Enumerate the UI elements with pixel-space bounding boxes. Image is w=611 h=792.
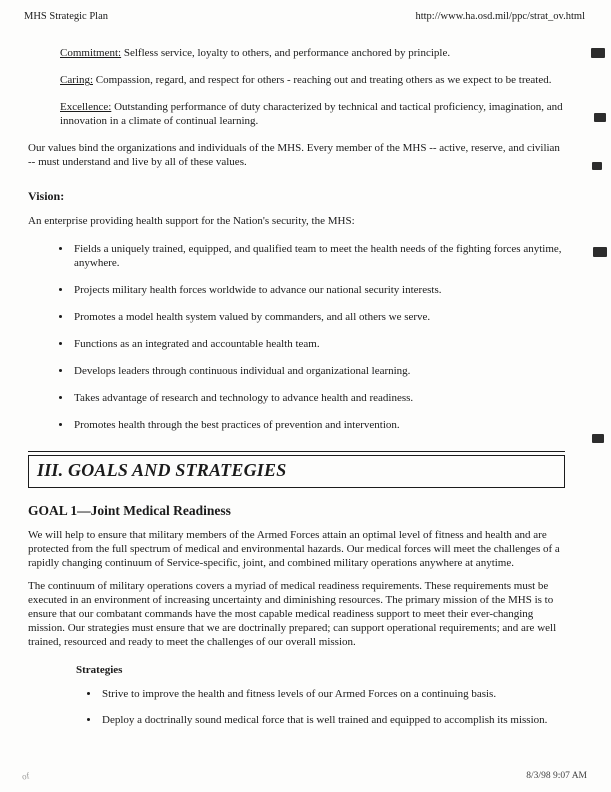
list-item: • Functions as an integrated and accountable health team. <box>72 338 565 352</box>
footer-page-mark: of <box>21 770 31 782</box>
vision-bullet-list <box>28 243 565 433</box>
values-summary: Our values bind the organizations and individuals of the MHS. Every member of the MHS -- active, reserve, and civilian -- must understand and live by all of these values. <box>28 142 560 169</box>
value-text: Compassion, regard, and respect for others - reaching out and treating others as we expect to be treated. <box>95 74 552 87</box>
goal1-heading: GOAL 1—Joint Medical Readiness <box>28 502 231 518</box>
value-item-caring <box>60 74 565 88</box>
list-item: • Deploy a doctrinally sound medical force that is well trained and equipped to accomplish its mission. <box>100 714 565 728</box>
value-item-commitment <box>60 47 565 61</box>
value-text: Outstanding performance of duty characterized by technical and tactical proficiency, imagination, and innovation in a climate of continual learning. <box>60 101 563 128</box>
goal1-paragraph: We will help to ensure that military members of the Armed Forces attain an optimal level of fitness and health and are protected from the full spectrum of medical and environmental hazards. Our medical forces will meet the challenges of a rapidly changing continuum of Service-specific, joint, and combined military operations anywhere at anytime. <box>28 529 560 570</box>
scan-artifact <box>593 247 607 257</box>
document-title: MHS Strategic Plan <box>24 11 108 22</box>
section-heading-box <box>28 455 565 488</box>
list-item: • Promotes a model health system valued by commanders, and all others we serve. <box>72 311 565 325</box>
strategies-bullet-list <box>28 688 565 728</box>
document-url: http://www.ha.osd.mil/ppc/strat_ov.html <box>415 11 585 22</box>
list-item: • Projects military health forces worldwide to advance our national security interests. <box>72 284 565 298</box>
value-text: Selfless service, loyalty to others, and performance anchored by principle. <box>123 47 451 60</box>
vision-heading: Vision: <box>28 189 65 204</box>
list-item: • Promotes health through the best practices of prevention and intervention. <box>72 419 565 433</box>
print-header <box>0 0 611 23</box>
scan-artifact <box>594 113 606 122</box>
scan-artifact <box>592 434 604 443</box>
list-item: • Develops leaders through continuous individual and organizational learning. <box>72 365 565 379</box>
section-title: III. GOALS AND STRATEGIES <box>37 460 287 481</box>
value-item-excellence <box>60 101 565 129</box>
page-content <box>0 47 611 727</box>
scan-artifact <box>591 48 605 58</box>
goal1-paragraph: The continuum of military operations covers a myriad of medical readiness requirements. These requirements must be executed in an environment of increasing uncertainty and diminishing resources. The primary mission of the MHS is to ensure that our combatant commands have the most capable medical readiness support to meet their ever-changing mission. Our strategies must ensure that we are doctrinally prepared; can support operational requirements; and are well trained, resourced and ready to meet the challenges of our overall mission. <box>28 580 557 648</box>
list-item: • Takes advantage of research and technology to advance health and readiness. <box>72 392 565 406</box>
strategies-heading: Strategies <box>76 663 123 676</box>
footer-timestamp: 8/3/98 9:07 AM <box>526 770 587 781</box>
value-term: Commitment: <box>60 47 122 60</box>
scan-artifact <box>592 162 602 170</box>
value-term: Excellence: <box>60 101 112 114</box>
section-divider <box>28 451 565 452</box>
value-term: Caring: <box>60 74 93 87</box>
list-item: • Fields a uniquely trained, equipped, and qualified team to meet the health needs of the fighting forces anytime, anywhere. <box>72 243 565 271</box>
vision-intro: An enterprise providing health support for the Nation's security, the MHS: <box>28 215 355 228</box>
list-item: • Strive to improve the health and fitness levels of our Armed Forces on a continuing basis. <box>100 688 565 702</box>
